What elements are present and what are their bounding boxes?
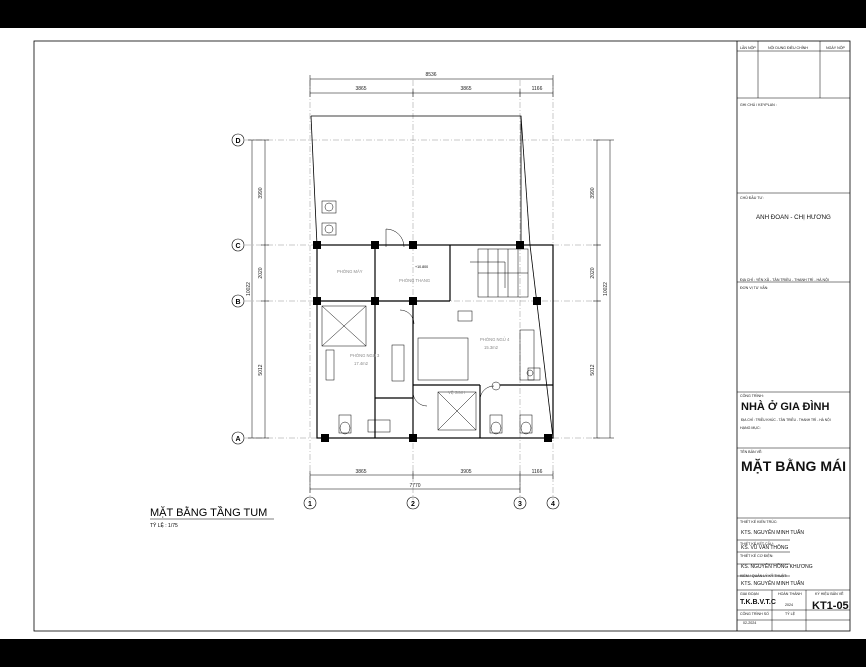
- axis-label-2: 2: [411, 501, 415, 508]
- dim-right-2: 2020: [590, 267, 596, 279]
- tb-role-name-struct: KS. VŨ VĂN THÔNG: [741, 545, 789, 551]
- dim-left-3: 5012: [258, 364, 264, 376]
- tb-role-label-struct: THIẾT KẾ KẾT CẤU:: [740, 542, 774, 546]
- tb-role-label-mep: THIẾT KẾ CƠ ĐIỆN:: [740, 554, 774, 558]
- tb-role-label-arch: THIẾT KẾ KIẾN TRÚC:: [740, 520, 778, 524]
- tb-project-no-label: CÔNG TRÌNH SỐ: [740, 612, 769, 616]
- dimension-lines-bottom: [310, 471, 553, 493]
- dimension-lines-top: [310, 75, 553, 97]
- tb-header-submission: LẦN NỘP: [740, 46, 756, 50]
- sheet-frame: [34, 41, 850, 631]
- tb-stage-label: GIAI ĐOẠN: [740, 592, 759, 596]
- drawing-title: MẶT BẰNG TẦNG TUM: [150, 507, 268, 519]
- dim-left-1: 3990: [258, 187, 264, 199]
- axis-label-1: 1: [308, 501, 312, 508]
- axis-label-3: 3: [518, 501, 522, 508]
- level-mark: +10.800: [415, 265, 429, 269]
- tb-role-name-arch: KTS. NGUYỄN MINH TUẤN: [741, 530, 804, 536]
- axis-label-d: D: [235, 138, 241, 145]
- tb-sheet-name: MẶT BẰNG MÁI: [741, 458, 846, 474]
- drawing-sheet: [0, 28, 866, 639]
- tb-done-label: HOÀN THÀNH: [778, 592, 802, 596]
- tb-sheet-name-label: TÊN BẢN VẼ:: [740, 450, 763, 454]
- axis-labels: [235, 138, 555, 508]
- axis-label-4: 4: [551, 501, 555, 508]
- tb-code-label: KÝ HIỆU BẢN VẼ: [815, 592, 844, 596]
- tb-category-label: HẠNG MỤC:: [740, 426, 761, 430]
- tb-owner-label: CHỦ ĐẦU TƯ:: [740, 196, 764, 200]
- floor-plan-drawing: [0, 28, 866, 639]
- tb-consultant-label: ĐƠN VỊ TƯ VẤN:: [740, 286, 769, 290]
- drawing-scale: TỶ LỆ : 1/75: [150, 523, 178, 529]
- tb-project-label: CÔNG TRÌNH:: [740, 394, 764, 398]
- room-label-machine: PHÒNG MÁY: [337, 269, 363, 274]
- tb-role-name-mep: KS. NGUYỄN HỒNG KHƯƠNG: [741, 564, 813, 570]
- tb-scale-label: TỶ LỆ: [785, 612, 795, 616]
- tb-role-label-check: KIỂM / QUẢN LÝ KỸ THUẬT:: [740, 574, 787, 578]
- room-label-stair: PHÒNG THANG: [399, 278, 431, 283]
- tb-header-content: NỘI DUNG ĐIỀU CHỈNH: [768, 46, 808, 50]
- tb-stage: T.K.B.V.T.C: [740, 599, 776, 606]
- tb-project-no: 02-2024: [743, 621, 757, 625]
- room-area-bedroom-3: 17.4m2: [354, 361, 368, 366]
- room-label-wc: VỆ SINH: [448, 390, 465, 395]
- dim-left-2: 2020: [258, 267, 264, 279]
- axis-label-c: C: [235, 243, 241, 250]
- dim-left-total: 10022: [246, 282, 252, 296]
- dim-right-3: 5012: [590, 364, 596, 376]
- tb-header-date: NGÀY NỘP: [826, 46, 845, 50]
- axis-label-a: A: [235, 436, 241, 443]
- dim-top-total: 8536: [425, 72, 437, 78]
- dim-bottom-1: 3865: [355, 469, 367, 475]
- staircase: [470, 249, 528, 297]
- roof-outline: [311, 116, 553, 438]
- tb-owner: ANH ĐOAN - CHỊ HƯƠNG: [756, 214, 831, 221]
- dim-bottom-total: 7770: [409, 483, 421, 489]
- room-label-bedroom-3: PHÒNG NGỦ 3: [350, 353, 380, 358]
- tb-project: NHÀ Ở GIA ĐÌNH: [741, 401, 830, 413]
- dim-top-3: 1166: [531, 86, 543, 92]
- dim-right-1: 3990: [590, 187, 596, 199]
- tb-keyplan-label: GHI CHÚ / KEYPLAN :: [740, 103, 777, 107]
- room-labels: [337, 265, 510, 395]
- tb-project-address: ĐỊA CHỈ : TRIỀU KHÚC - TÂN TRIỀU - THANH TRÌ - HÀ NỘI: [741, 418, 831, 422]
- dim-top-1: 3865: [355, 86, 367, 92]
- axis-label-b: B: [235, 299, 241, 306]
- dim-bottom-3: 1166: [531, 469, 543, 475]
- tb-code: KT1-05: [812, 600, 849, 612]
- dim-bottom-2: 3905: [460, 469, 472, 475]
- dim-top-2: 3865: [460, 86, 472, 92]
- tb-done: 2024: [785, 603, 793, 607]
- room-label-bedroom-4: PHÒNG NGỦ 4: [480, 337, 510, 342]
- dimension-lines-sides: [248, 140, 614, 438]
- tb-role-name-check: KTS. NGUYỄN MINH TUẤN: [741, 581, 804, 587]
- axis-bubbles: [232, 134, 559, 509]
- fixtures: [322, 201, 540, 434]
- tb-owner-address: ĐỊA CHỈ : YÊN XÃ - TÂN TRIỀU - THANH TRÌ - HÀ NỘI: [740, 278, 829, 282]
- dim-right-total: 10022: [603, 282, 609, 296]
- room-area-bedroom-4: 15.3m2: [484, 345, 498, 350]
